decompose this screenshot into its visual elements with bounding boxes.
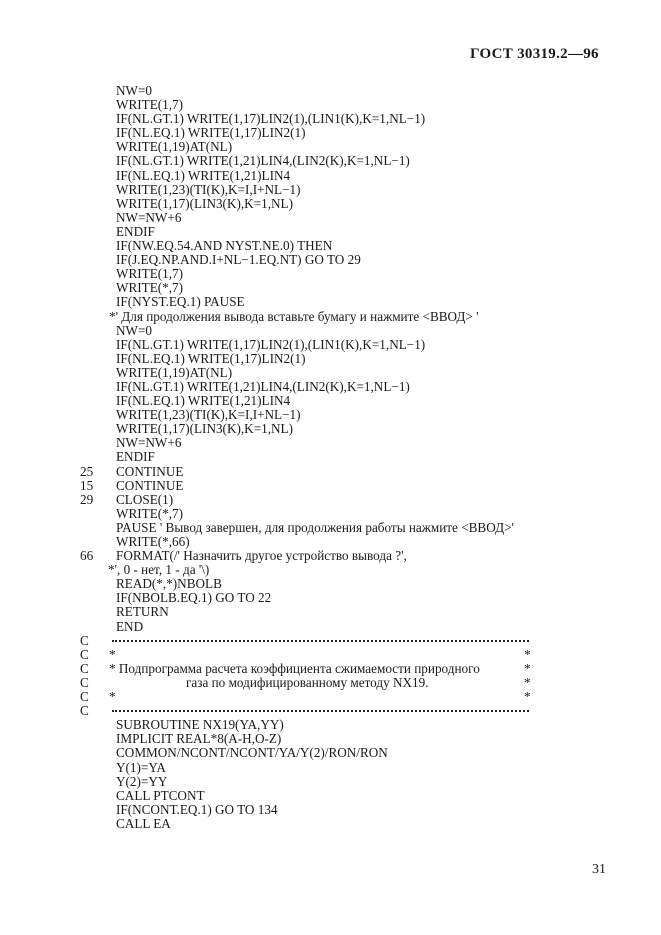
- code-line: [0, 549, 661, 563]
- code-text: IF(J.EQ.NP.AND.I+NL−1.EQ.NT) GO TO 29: [116, 252, 361, 268]
- comment-border: [112, 640, 529, 644]
- code-line: [0, 197, 661, 211]
- code-text: WRITE(1,23)(TI(K),K=I,I+NL−1): [116, 181, 301, 197]
- code-line: [0, 465, 661, 479]
- code-line: [0, 84, 661, 98]
- code-text: WRITE(1,19)AT(NL): [116, 139, 233, 155]
- code-text: ENDIF: [116, 223, 155, 239]
- code-line: [0, 761, 661, 775]
- code-line: [0, 408, 661, 422]
- statement-label: C: [80, 703, 89, 719]
- code-line: [0, 535, 661, 549]
- statement-label: 25: [80, 463, 94, 479]
- code-text: CALL EA: [116, 815, 171, 831]
- code-line: [0, 563, 661, 577]
- code-text: IF(NYST.EQ.1) PAUSE: [116, 294, 245, 310]
- code-text: WRITE(1,23)(TI(K),K=I,I+NL−1): [116, 407, 301, 423]
- code-line: [0, 352, 661, 366]
- code-text: IF(NBOLB.EQ.1) GO TO 22: [116, 590, 272, 606]
- code-line: [0, 380, 661, 394]
- code-line: [0, 394, 661, 408]
- code-line: [0, 732, 661, 746]
- code-text: CLOSE(1): [116, 491, 174, 507]
- code-text: WRITE(*,7): [116, 280, 184, 296]
- code-line: [0, 605, 661, 619]
- code-text: *: [109, 646, 116, 662]
- code-line: [0, 267, 661, 281]
- code-line: [0, 648, 661, 662]
- code-line: [0, 662, 661, 676]
- code-line: [0, 310, 661, 324]
- code-text: * Подпрограмма расчета коэффициента сжимаемости природного: [109, 660, 480, 676]
- code-text: SUBROUTINE NX19(YA,YY): [116, 717, 284, 733]
- code-line: [0, 704, 661, 718]
- code-line: [0, 225, 661, 239]
- statement-label: C: [80, 660, 89, 676]
- code-text: WRITE(1,7): [116, 266, 184, 282]
- code-text: IF(NCONT.EQ.1) GO TO 134: [116, 801, 278, 817]
- code-line: [0, 591, 661, 605]
- code-text: *' Для продолжения вывода вставьте бумагу и нажмите <ВВОД> ': [109, 308, 479, 324]
- code-text: IF(NL.EQ.1) WRITE(1,17)LIN2(1): [116, 125, 306, 141]
- code-text: IF(NL.GT.1) WRITE(1,21)LIN4,(LIN2(K),K=1,NL−1): [116, 378, 410, 394]
- code-text: RETURN: [116, 604, 169, 620]
- code-line: [0, 295, 661, 309]
- code-line: [0, 690, 661, 704]
- code-line: [0, 521, 661, 535]
- code-listing: [0, 84, 661, 831]
- code-line: [0, 493, 661, 507]
- code-text: *', 0 - нет, 1 - да '\): [108, 562, 210, 578]
- code-text: WRITE(1,7): [116, 97, 184, 113]
- code-line: [0, 281, 661, 295]
- code-line: [0, 817, 661, 831]
- code-line: [0, 634, 661, 648]
- code-text: END: [116, 618, 144, 634]
- code-text: WRITE(1,17)(LIN3(K),K=1,NL): [116, 421, 293, 437]
- code-line: [0, 324, 661, 338]
- code-line: [0, 366, 661, 380]
- code-line: [0, 577, 661, 591]
- code-text: Y(1)=YA: [116, 759, 166, 775]
- code-line: [0, 239, 661, 253]
- code-text: ENDIF: [116, 449, 155, 465]
- code-line: [0, 112, 661, 126]
- code-text: IF(NL.GT.1) WRITE(1,17)LIN2(1),(LIN1(K),K=1,NL−1): [116, 111, 426, 127]
- code-line: [0, 507, 661, 521]
- code-line: [0, 126, 661, 140]
- document-header: ГОСТ 30319.2—96: [470, 46, 599, 62]
- code-line: [0, 338, 661, 352]
- code-text: IF(NL.EQ.1) WRITE(1,21)LIN4: [116, 167, 291, 183]
- code-line: [0, 253, 661, 267]
- statement-label: 15: [80, 477, 94, 493]
- comment-border-star: *: [524, 689, 531, 705]
- code-line: [0, 154, 661, 168]
- code-line: [0, 98, 661, 112]
- code-line: [0, 169, 661, 183]
- statement-label: C: [80, 632, 89, 648]
- comment-border-star: *: [524, 660, 531, 676]
- code-line: [0, 718, 661, 732]
- comment-border-star: *: [524, 646, 531, 662]
- code-text: IF(NW.EQ.54.AND NYST.NE.0) THEN: [116, 238, 333, 254]
- code-text: WRITE(1,19)AT(NL): [116, 364, 233, 380]
- code-line: [0, 789, 661, 803]
- comment-border: [112, 710, 529, 714]
- code-text: CONTINUE: [116, 477, 184, 493]
- code-line: [0, 422, 661, 436]
- statement-label: 66: [80, 548, 94, 564]
- code-line: [0, 436, 661, 450]
- code-text: NW=NW+6: [116, 209, 182, 225]
- code-line: [0, 450, 661, 464]
- code-text: *: [109, 689, 116, 705]
- code-text: газа по модифицированному методу NX19.: [186, 674, 429, 690]
- code-text: COMMON/NCONT/NCONT/YA/Y(2)/RON/RON: [116, 745, 388, 761]
- statement-label: C: [80, 646, 89, 662]
- code-line: [0, 479, 661, 493]
- statement-label: C: [80, 689, 89, 705]
- code-text: NW=0: [116, 322, 153, 338]
- code-text: IF(NL.EQ.1) WRITE(1,17)LIN2(1): [116, 350, 306, 366]
- code-line: [0, 803, 661, 817]
- code-text: NW=0: [116, 83, 153, 98]
- code-text: CONTINUE: [116, 463, 184, 479]
- code-text: NW=NW+6: [116, 435, 182, 451]
- code-line: [0, 620, 661, 634]
- page-number: 31: [592, 862, 606, 877]
- code-text: PAUSE ' Вывод завершен, для продолжения работы нажмите <ВВОД>': [116, 519, 514, 535]
- code-text: IF(NL.EQ.1) WRITE(1,21)LIN4: [116, 393, 291, 409]
- code-text: Y(2)=YY: [116, 773, 168, 789]
- statement-label: 29: [80, 491, 94, 507]
- code-text: WRITE(*,7): [116, 505, 184, 521]
- code-text: CALL PTCONT: [116, 787, 205, 803]
- code-text: WRITE(1,17)(LIN3(K),K=1,NL): [116, 195, 293, 211]
- code-line: [0, 211, 661, 225]
- code-text: IF(NL.GT.1) WRITE(1,17)LIN2(1),(LIN1(K),K=1,NL−1): [116, 336, 426, 352]
- code-text: IMPLICIT REAL*8(A-H,O-Z): [116, 731, 282, 747]
- code-line: [0, 775, 661, 789]
- code-text: IF(NL.GT.1) WRITE(1,21)LIN4,(LIN2(K),K=1,NL−1): [116, 153, 410, 169]
- comment-border-star: *: [524, 674, 531, 690]
- code-line: [0, 676, 661, 690]
- code-text: READ(*,*)NBOLB: [116, 576, 222, 592]
- code-text: FORMAT(/' Назначить другое устройство вывода ?',: [116, 548, 407, 564]
- code-line: [0, 140, 661, 154]
- code-line: [0, 746, 661, 760]
- code-line: [0, 183, 661, 197]
- code-text: WRITE(*,66): [116, 534, 190, 549]
- statement-label: C: [80, 674, 89, 690]
